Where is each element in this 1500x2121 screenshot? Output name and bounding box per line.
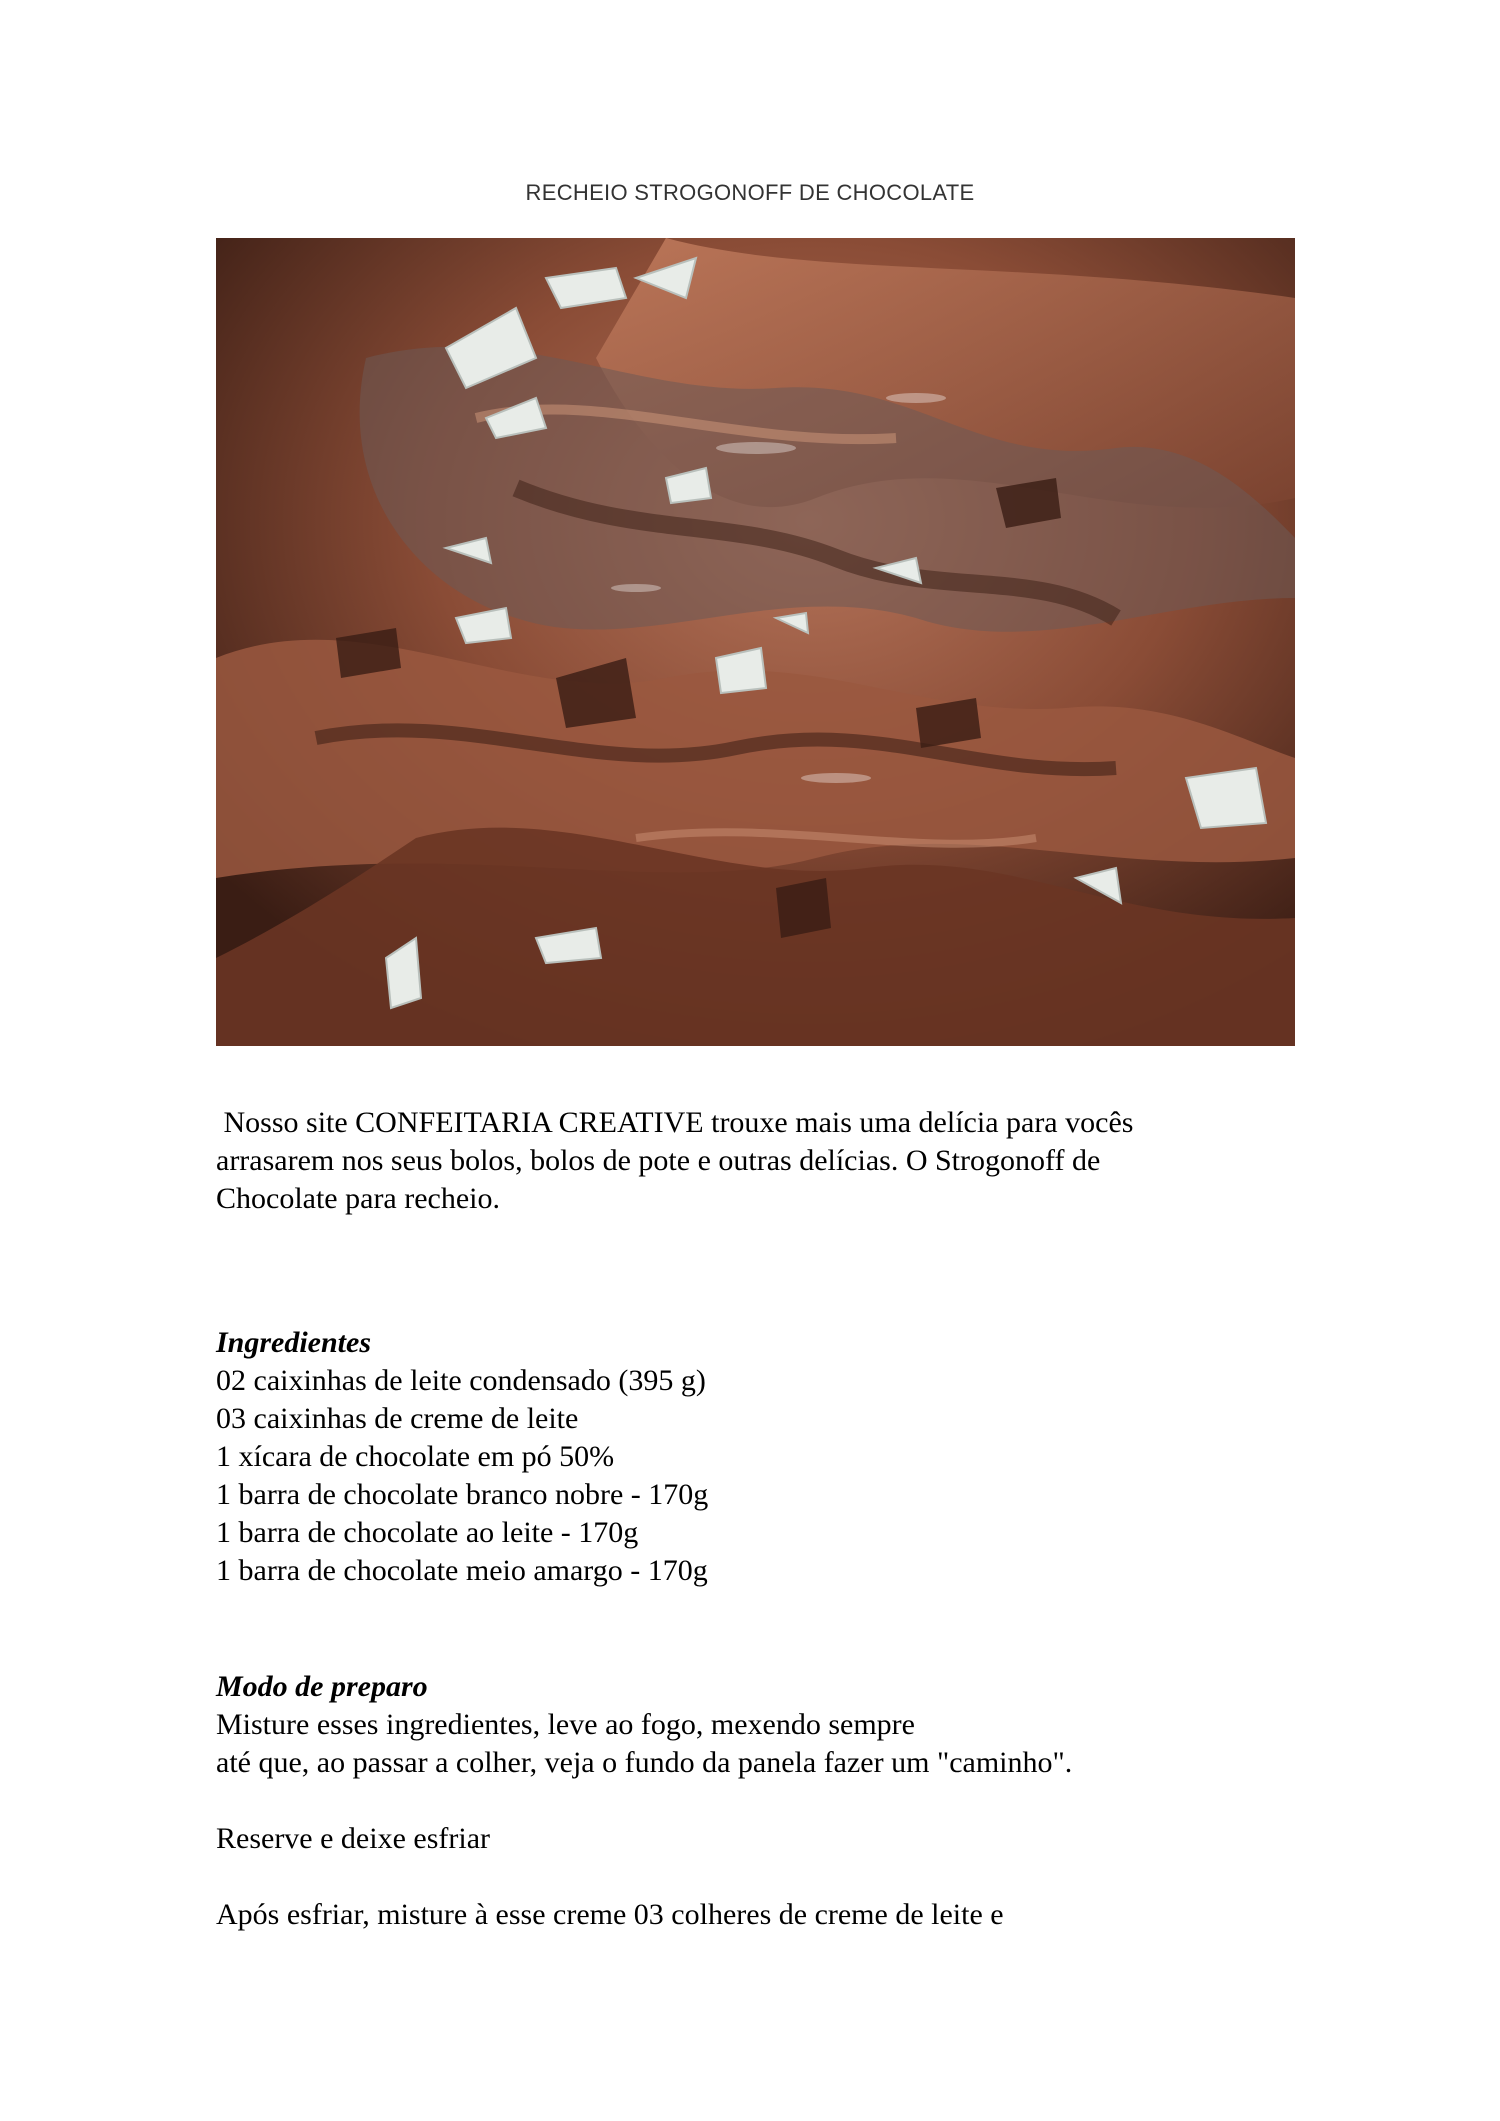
ingredient-item: 1 barra de chocolate ao leite - 170g — [216, 1516, 639, 1549]
page-title: RECHEIO STROGONOFF DE CHOCOLATE — [525, 180, 975, 205]
method-rest: Reserve e deixe esfriar — [216, 1822, 491, 1855]
method-heading: Modo de preparo — [216, 1670, 428, 1703]
spacer — [216, 1858, 1316, 1896]
intro-line: arrasarem nos seus bolos, bolos de pote e outras delícias. O Strogonoff de — [216, 1144, 1101, 1177]
method-line: até que, ao passar a colher, veja o fundo da panela fazer um "caminho". — [216, 1746, 1073, 1779]
chocolate-photo-illustration — [216, 238, 1295, 1046]
method-section — [216, 1668, 1316, 1934]
ingredient-item: 1 barra de chocolate branco nobre - 170g — [216, 1478, 709, 1511]
chocolate-strogonoff-photo — [216, 238, 1295, 1046]
intro-line: Nosso site CONFEITARIA CREATIVE trouxe mais uma delícia para vocês — [216, 1106, 1134, 1139]
ingredients-heading: Ingredientes — [216, 1326, 372, 1359]
ingredients-section — [216, 1324, 1316, 1590]
intro-paragraph — [216, 1104, 1316, 1218]
ingredient-item: 1 xícara de chocolate em pó 50% — [216, 1440, 615, 1473]
method-line: Misture esses ingredientes, leve ao fogo, mexendo sempre — [216, 1708, 915, 1741]
intro-line: Chocolate para recheio. — [216, 1182, 501, 1215]
spacer — [216, 1782, 1316, 1820]
method-after: Após esfriar, misture à esse creme 03 colheres de creme de leite e — [216, 1898, 1004, 1931]
ingredient-item: 1 barra de chocolate meio amargo - 170g — [216, 1554, 708, 1587]
ingredient-item: 03 caixinhas de creme de leite — [216, 1402, 579, 1435]
ingredient-item: 02 caixinhas de leite condensado (395 g) — [216, 1364, 706, 1397]
